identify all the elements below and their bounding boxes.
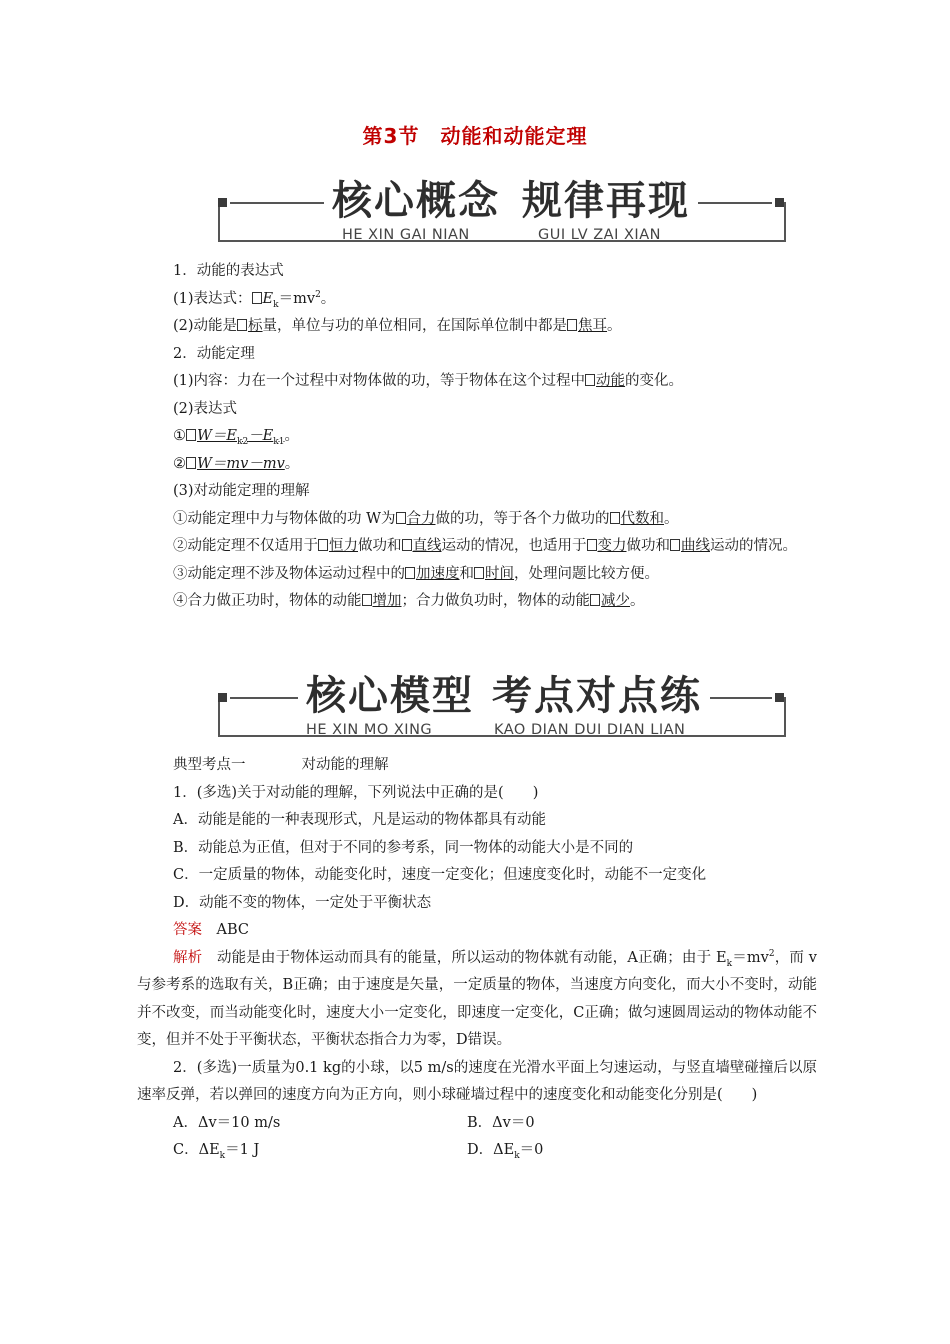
blank-box xyxy=(402,539,412,551)
banner-dot-left xyxy=(218,198,227,207)
concept-line-9: ④合力做正功时，物体的动能 增加；合力做负功时，物体的动能 减少。 xyxy=(173,593,645,609)
section-banner-practice xyxy=(218,670,790,738)
concept-line-6: ①动能定理中力与物体做的功 W为 合力做的功，等于各个力做功的 代数和。 xyxy=(173,510,679,527)
blank-box xyxy=(252,292,262,304)
blank-box xyxy=(362,594,372,606)
q1-analysis: 解析 动能是由于物体运动而具有的能量，所以运动的物体就有动能，A正确；由于 $E_k=mv^2$，而 v与参考系的选取有关，B正确；由于速度是矢量，一定质量的物体，当速度方向变化，而大小不变时，动能并不改变，而当动能变化时，速度大小一定变化，即速度一定变化，C正确；做匀速圆周运动的物体动能不变，但并不处于平衡状态，平衡状态指合力为零，D错误。 xyxy=(137,948,817,1048)
analysis-label: 解析 xyxy=(173,949,203,966)
banner-dot-right xyxy=(775,693,784,702)
banner-heading-left: 核心概念 xyxy=(328,175,504,227)
q1-answer: 答案 ABC xyxy=(173,922,249,938)
banner-pinyin-left: HE XIN GAI NIAN xyxy=(342,227,470,243)
banner-heading-right: 规律再现 xyxy=(518,175,694,227)
banner-heading-left: 核心模型 xyxy=(302,670,478,722)
blank-box xyxy=(590,594,600,606)
q1-option-b: B．动能总为正值，但对于不同的参考系，同一物体的动能大小是不同的 xyxy=(173,839,634,856)
question-1: 1．(多选)关于对动能的理解，下列说法中正确的是( ) xyxy=(173,784,539,801)
concept-line-5: (3)对动能定理的理解 xyxy=(173,483,310,499)
concept-line-8: ③动能定理不涉及物体运动过程中的 加速度和 时间，处理问题比较方便。 xyxy=(173,565,659,582)
q1-option-a: A．动能是能的一种表现形式，凡是运动的物体都具有动能 xyxy=(173,812,546,828)
q2-options-row-1 xyxy=(137,1110,817,1138)
topic-heading: 典型考点一 对动能的理解 xyxy=(173,757,389,773)
q2-option-c: C．$\Delta E_k=1$ J xyxy=(173,1142,260,1161)
q2-option-d: D．$\Delta E_k=0$ xyxy=(467,1142,544,1161)
concept-line-7: ②动能定理不仅适用于 恒力做功和 直线运动的情况，也适用于 变力做功和 曲线运动的情况。 xyxy=(173,538,797,554)
blank-box xyxy=(186,457,196,469)
concept-heading-1: 1．动能的表达式 xyxy=(173,263,284,279)
blank-box xyxy=(186,429,196,441)
practice-section xyxy=(137,752,817,1165)
formula-1: ① $W=E_{k2}-E_{k1}$。 xyxy=(173,428,299,447)
section-banner-concepts xyxy=(218,175,790,243)
blank-box xyxy=(567,319,577,331)
blank-box xyxy=(396,512,406,524)
q1-option-c: C．一定质量的物体，动能变化时，速度一定变化；但速度变化时，动能不一定变化 xyxy=(173,867,707,883)
banner-pinyin-right: KAO DIAN DUI DIAN LIAN xyxy=(494,722,686,738)
banner-pinyin-left: HE XIN MO XING xyxy=(306,722,433,738)
answer-label: 答案 xyxy=(173,922,202,938)
question-2: 2．(多选)一质量为0.1 kg的小球，以5 m/s的速度在光滑水平面上匀速运动，与竖直墙壁碰撞后以原速率反弹，若以弹回的速度方向为正方向，则小球碰墙过程中的速度变化和动能变化分别是( ) xyxy=(137,1059,817,1103)
banner-dot-right xyxy=(775,198,784,207)
blank-box xyxy=(585,374,595,386)
blank-box xyxy=(670,539,680,551)
formula-2: ② W＝mv－mv。 xyxy=(173,455,300,472)
blank-box xyxy=(237,319,247,331)
q1-option-d: D．动能不变的物体，一定处于平衡状态 xyxy=(173,894,432,911)
blank-box xyxy=(474,567,484,579)
concept-line-3: (1)内容：力在一个过程中对物体做的功，等于物体在这个过程中 动能的变化。 xyxy=(173,373,684,389)
concept-line-1: (1)表达式： $E_k=mv^2$。 xyxy=(173,289,336,310)
concepts-section xyxy=(137,258,817,616)
concept-heading-2: 2．动能定理 xyxy=(173,345,255,362)
blank-box xyxy=(610,512,620,524)
page-title: 第3节 动能和动能定理 xyxy=(362,124,588,148)
banner-dot-left xyxy=(218,693,227,702)
banner-heading-right: 考点对点练 xyxy=(488,670,706,722)
q2-option-a: A．Δv＝10 m/s xyxy=(173,1114,281,1131)
blank-box xyxy=(587,539,597,551)
q2-option-b: B．Δv＝0 xyxy=(467,1114,535,1131)
banner-pinyin-right: GUI LV ZAI XIAN xyxy=(538,227,661,243)
blank-box xyxy=(318,539,328,551)
concept-line-4: (2)表达式 xyxy=(173,400,238,417)
q2-options-row-2 xyxy=(137,1137,817,1165)
blank-box xyxy=(405,567,415,579)
concept-line-2: (2)动能是 标量，单位与功的单位相同，在国际单位制中都是 焦耳。 xyxy=(173,318,622,334)
